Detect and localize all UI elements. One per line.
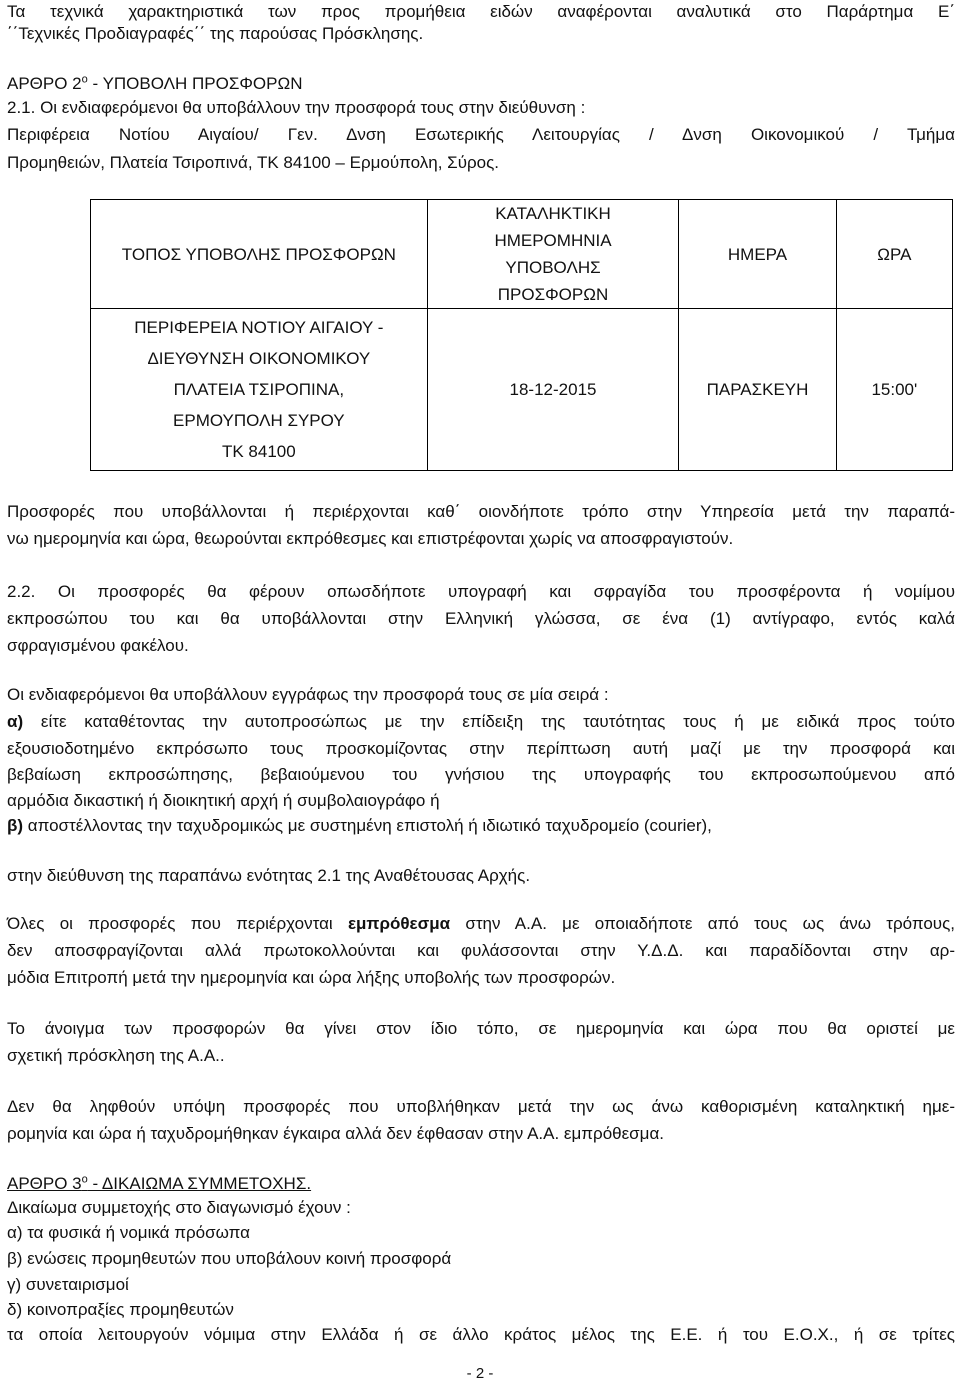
article-3-heading-post: - ΔΙΚΑΙΩΜΑ ΣΥΜΜΕΤΟΧΗΣ.: [87, 1174, 312, 1193]
timely-line-2: δεν αποσφραγίζονται αλλά πρωτοκολλούνται και φυλάσσονται στην Υ.Δ.Δ. και παραδίδονται στην αρ-: [7, 941, 955, 960]
opening-line-1: Το άνοιγμα των προσφορών θα γίνει στον ίδιο τόπο, σε ημερομηνία και ώρα που θα οριστεί με: [7, 1019, 955, 1038]
table-header-row: [91, 200, 953, 309]
timely-line-3: μόδια Επιτροπή μετά την ημερομηνία και ώρα λήξης υποβολής των προσφορών.: [7, 968, 616, 987]
p22-line-2: εκπροσώπου του και θα υποβάλλονται στην Ελληνική γλώσσα, σε ένα (1) αντίγραφο, εντός καλά: [7, 609, 955, 628]
article-3-heading-sup: ο: [81, 1173, 88, 1186]
option-b-text: αποστέλλοντας την ταχυδρομικώς με συστημένη επιστολή ή ιδιωτικό ταχυδρομείο (courier),: [23, 816, 712, 835]
cell-day: ΠΑΡΑΣΚΕΥΗ: [679, 309, 836, 471]
p21-line-2: Περιφέρεια Νοτίου Αιγαίου/ Γεν. Δνση Εσωτερικής Λειτουργίας / Δνση Οικονομικού / Τμήμα: [7, 125, 955, 144]
list-item: β) ενώσεις προμηθευτών που υποβάλουν κοινή προσφορά: [7, 1249, 452, 1268]
option-a-line-2: εξουσιοδοτημένο εκπρόσωπο τους προσκομίζοντας στην περίπτωση αυτή μαζί με την προσφορά και: [7, 739, 955, 758]
article-2-heading: [7, 74, 302, 94]
article-2-heading-post: - ΥΠΟΒΟΛΗ ΠΡΟΣΦΟΡΩΝ: [87, 74, 303, 93]
late-offers-line-2: νω ημερομηνία και ώρα, θεωρούνται εκπρόθεσμες και επιστρέφονται χωρίς να αποσφραγιστούν.: [7, 529, 734, 548]
address-reference: στην διεύθυνση της παραπάνω ενότητας 2.1 της Αναθέτουσας Αρχής.: [7, 866, 531, 885]
header-time: ΩΡΑ: [836, 200, 952, 309]
cell-place: ΠΕΡΙΦΕΡΕΙΑ ΝΟΤΙΟΥ ΑΙΓΑΙΟΥ - ΔΙΕΥΘΥΝΣΗ ΟΙΚΟΝΟΜΙΚΟΥ ΠΛΑΤΕΙΑ ΤΣΙΡΟΠΙΝΑ, ΕΡΜΟΥΠΟΛΗ ΣΥΡΟΥ ΤΚ 84100: [91, 309, 428, 471]
table-row: [91, 309, 953, 471]
page-number: - 2 -: [466, 1365, 494, 1382]
p22-line-3: σφραγισμένου φακέλου.: [7, 636, 189, 655]
list-item: γ) συνεταιρισμοί: [7, 1275, 129, 1294]
eligibility-last-line: τα οποία λειτουργούν νόμιμα στην Ελλάδα ή σε άλλο κράτος μέλος της Ε.Ε. ή του Ε.Ο.Χ., ή σε τρίτες: [7, 1325, 955, 1344]
not-considered-line-2: ρομηνία και ώρα ή ταχυδρομήθηκαν έγκαιρα αλλά δεν έφθασαν στην Α.Α. εμπρόθεσμα.: [7, 1124, 665, 1143]
option-b-line-1: [7, 816, 712, 836]
timely-pre: Όλες οι προσφορές που περιέρχονται: [7, 914, 348, 933]
timely-bold: εμπρόθεσμα: [347, 914, 451, 933]
cell-date: 18-12-2015: [427, 309, 679, 471]
p22-line-1: 2.2. Οι προσφορές θα φέρουν οπωσδήποτε υπογραφή και σφραγίδα του προσφέροντα ή νομίμου: [7, 582, 955, 601]
eligibility-intro: Δικαίωμα συμμετοχής στο διαγωνισμό έχουν :: [7, 1198, 351, 1217]
article-3-heading-pre: ΑΡΘΡΟ 3: [7, 1174, 82, 1193]
timely-line-1: [7, 914, 955, 934]
p21-line-1: 2.1. Οι ενδιαφερόμενοι θα υποβάλλουν την προσφορά τους στην διεύθυνση :: [7, 98, 586, 117]
header-deadline: ΚΑΤΑΛΗΚΤΙΚΗ ΗΜΕΡΟΜΗΝΙΑ ΥΠΟΒΟΛΗΣ ΠΡΟΣΦΟΡΩΝ: [427, 200, 679, 309]
option-a-line-3: βεβαίωση εκπροσώπησης, βεβαιούμενου του γνήσιου της υπογραφής του εκπροσωπούμενου από: [7, 765, 955, 784]
list-item: α) τα φυσικά ή νομικά πρόσωπα: [7, 1223, 250, 1242]
p21-line-3: Προμηθειών, Πλατεία Τσιροπινά, ΤΚ 84100 – Ερμούπολη, Σύρος.: [7, 153, 500, 172]
option-a-line-4: αρμόδια δικαστική ή διοικητική αρχή ή συμβολαιογράφο ή: [7, 791, 440, 810]
submission-table: [90, 199, 953, 471]
option-b-label: β): [7, 816, 24, 835]
submission-intro: Οι ενδιαφερόμενοι θα υποβάλλουν εγγράφως την προσφορά τους σε μία σειρά :: [7, 685, 609, 704]
late-offers-line-1: Προσφορές που υποβάλλονται ή περιέρχονται καθ΄ οιονδήποτε τρόπο στην Υπηρεσία μετά την παραπά-: [7, 502, 955, 521]
article-2-heading-sup: ο: [81, 73, 88, 86]
option-a-line-1: [7, 712, 955, 732]
cell-time: 15:00': [836, 309, 952, 471]
header-place: ΤΟΠΟΣ ΥΠΟΒΟΛΗΣ ΠΡΟΣΦΟΡΩΝ: [91, 200, 428, 309]
intro-line-1: Τα τεχνικά χαρακτηριστικά των προς προμήθεια ειδών αναφέρονται αναλυτικά στο Παράρτημα Ε΄: [7, 2, 955, 21]
opening-line-2: σχετική πρόσκληση της Α.Α..: [7, 1046, 225, 1065]
option-a-label: α): [7, 712, 24, 731]
option-a-text: είτε καταθέτοντας την αυτοπροσώπως με την επίδειξη της ταυτότητας τους ή με ειδικά προς τούτο: [23, 712, 955, 731]
not-considered-line-1: Δεν θα ληφθούν υπόψη προσφορές που υποβλήθηκαν μετά την ως άνω καθορισμένη καταληκτική ημε-: [7, 1097, 955, 1116]
intro-line-2: ΄΄Τεχνικές Προδιαγραφές΄΄ της παρούσας Πρόσκλησης.: [7, 24, 424, 43]
timely-post: στην Α.Α. με οποιαδήποτε από τους ως άνω τρόπους,: [450, 914, 955, 933]
list-item: δ) κοινοπραξίες προμηθευτών: [7, 1300, 234, 1319]
article-2-heading-pre: ΑΡΘΡΟ 2: [7, 74, 82, 93]
header-day: ΗΜΕΡΑ: [679, 200, 836, 309]
article-3-heading: [7, 1174, 311, 1194]
